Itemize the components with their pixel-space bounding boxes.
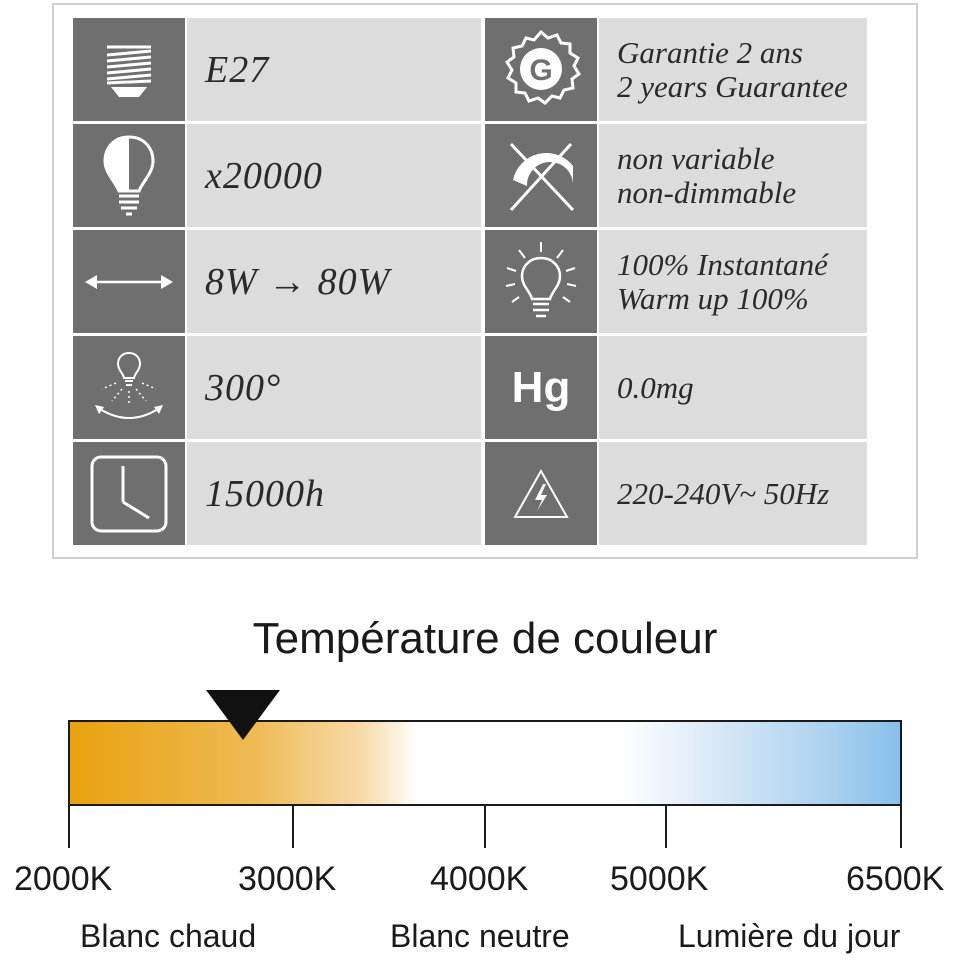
voltage-text: 220-240V~ 50Hz <box>599 442 867 545</box>
zone-label-warm: Blanc chaud <box>80 918 257 954</box>
zone-label-daylight: Lumière du jour <box>678 918 901 954</box>
tick-label-4000k: 4000K <box>430 860 529 898</box>
mercury-icon <box>485 336 597 439</box>
tick-label-3000k: 3000K <box>238 860 337 898</box>
beam-angle-icon <box>73 336 185 439</box>
beam-angle-text: 300° <box>187 336 481 439</box>
high-voltage-icon <box>485 442 597 545</box>
double-arrow-icon <box>73 230 185 333</box>
tick-2000k <box>68 806 70 848</box>
screw-base-icon <box>73 18 185 121</box>
instant-on-bulb-icon <box>485 230 597 333</box>
bulb-half-icon <box>73 124 185 227</box>
color-temperature-bar <box>68 720 902 806</box>
mercury-text: 0.0mg <box>599 336 867 439</box>
color-temperature-title: Température de couleur <box>252 614 718 663</box>
dimmable-text: non variable non-dimmable <box>599 124 867 227</box>
wattage-text: 8W → 80W <box>187 230 481 333</box>
guarantee-text: Garantie 2 ans 2 years Guarantee <box>599 18 867 121</box>
color-temperature-gradient <box>70 722 900 804</box>
warm-up-text: 100% Instantané Warm up 100% <box>599 230 867 333</box>
non-dimmable-icon <box>485 124 597 227</box>
tick-5000k <box>665 806 667 848</box>
mercury-symbol: Hg <box>511 362 571 412</box>
switch-cycles-text: x20000 <box>187 124 481 227</box>
tick-4000k <box>484 806 486 848</box>
tick-label-5000k: 5000K <box>610 860 709 898</box>
zone-label-neutral: Blanc neutre <box>390 918 570 954</box>
selected-temperature-marker <box>206 690 280 740</box>
tick-label-2000k: 2000K <box>14 860 113 898</box>
tick-6500k <box>900 806 902 848</box>
base-type-text: E27 <box>187 18 481 121</box>
guarantee-seal-letter: G <box>529 53 553 87</box>
tick-label-6500k: 6500K <box>846 860 945 898</box>
lifetime-text: 15000h <box>187 442 481 545</box>
guarantee-seal-icon <box>485 18 597 121</box>
tick-3000k <box>292 806 294 848</box>
clock-icon <box>73 442 185 545</box>
